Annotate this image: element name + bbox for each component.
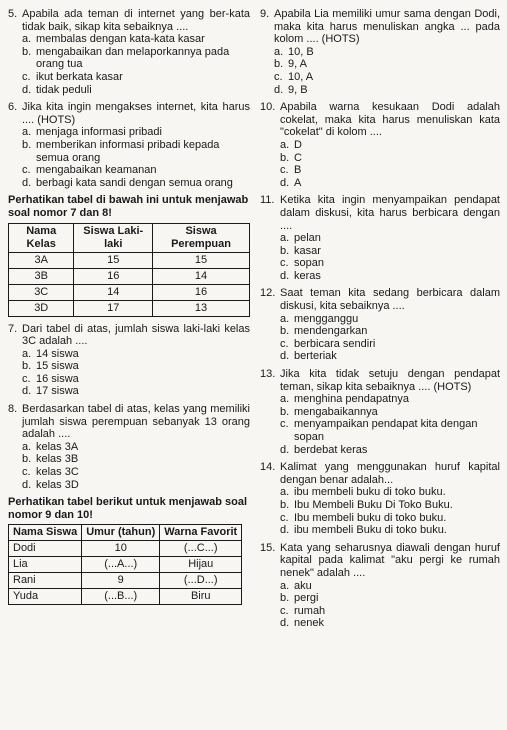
question-text: Dari tabel di atas, jumlah siswa laki-laki kelas 3C adalah .... [22, 322, 250, 348]
table-row: 3A 15 15 [9, 252, 250, 268]
table-header-row [9, 525, 242, 541]
option-d: d. nenek [280, 617, 324, 630]
question-text: Apabila warna kesukaan Dodi adalah cokelat, maka kita harus menuliskan kata "cokelat" di kolom .... [280, 101, 500, 139]
option-c: c. rumah [280, 604, 326, 617]
option-b: b. Ibu Membeli Buku Di Toko Buku. [280, 498, 453, 511]
question-6 [8, 101, 250, 189]
option-b: b. kelas 3B [22, 453, 79, 466]
option-b: b. memberikan informasi pribadi kepada semua orang [22, 138, 220, 164]
table-header: Nama Kelas [9, 223, 74, 252]
option-d: d. A [280, 176, 302, 189]
option-b: b. mendengarkan [280, 325, 368, 338]
question-number: 7. [8, 322, 18, 335]
option-d: d. ibu membeli Buku di toko buku. [280, 524, 447, 537]
option-b: b. pergi [280, 592, 319, 605]
table-row: Dodi 10 (...C...) [9, 541, 242, 557]
option-a: a. membalas dengan kata-kata kasar [22, 33, 205, 46]
question-text: Jika kita tidak setuju dengan pendapat teman, sikap kita sebaiknya .... (HOTS) [280, 368, 500, 393]
option-d: d. tidak peduli [22, 83, 92, 96]
question-12 [260, 287, 500, 363]
option-d: d. berbagi kata sandi dengan semua orang [22, 176, 233, 189]
option-c: c. 16 siswa [22, 372, 79, 385]
question-8 [8, 403, 250, 491]
table-header: Warna Favorit [160, 525, 242, 541]
table-row: 3C 14 16 [9, 284, 250, 300]
option-c: c. berbicara sendiri [280, 337, 376, 350]
option-a: a. mengganggu [280, 312, 359, 325]
option-a: a. menghina pendapatnya [280, 393, 409, 406]
question-7 [8, 323, 250, 399]
option-a: a. pelan [280, 232, 321, 245]
question-number: 6. [8, 101, 18, 114]
table-row: Rani 9 (...D...) [9, 573, 242, 589]
option-d: d. 17 siswa [22, 385, 79, 398]
question-number: 14. [260, 461, 276, 474]
question-text: Apabila ada teman di internet yang ber-kata tidak baik, sikap kita sebaiknya .... [22, 8, 250, 33]
table-header-row [9, 223, 250, 252]
option-b: b. 15 siswa [22, 360, 79, 373]
option-c: c. 10, A [274, 70, 314, 83]
question-text: Saat teman kita sedang berbicara dalam diskusi, kita sebaiknya .... [280, 287, 500, 313]
option-a: a. menjaga informasi pribadi [22, 126, 162, 139]
table-row: Lia (...A...) Hijau [9, 557, 242, 573]
option-d: d. kelas 3D [22, 478, 79, 491]
student-age-color-table [8, 524, 242, 605]
option-b: b. C [280, 151, 302, 164]
option-a: a. kelas 3A [22, 440, 79, 453]
option-d: d. berteriak [280, 350, 337, 363]
table-row: 3D 17 13 [9, 300, 250, 316]
instruction-table-1: Perhatikan tabel di bawah ini untuk menjawab soal nomor 7 dan 8! [8, 194, 249, 219]
table-header: Nama Siswa [9, 525, 82, 541]
question-number: 10. [260, 101, 276, 114]
table-header: Siswa Laki-laki [74, 223, 153, 252]
option-c: c. ikut berkata kasar [22, 70, 123, 83]
option-d: d. keras [280, 269, 321, 282]
option-c: c. sopan [280, 257, 324, 270]
option-a: a. 14 siswa [22, 347, 79, 360]
question-text: Kata yang seharusnya diawali dengan huruf kapital pada kalimat "aku pergi ke rumah nenek" adalah .... [280, 541, 500, 579]
option-b: b. mengabaikannya [280, 405, 378, 418]
option-c: c. kelas 3C [22, 466, 79, 479]
class-students-table [8, 223, 250, 317]
question-15 [260, 542, 500, 630]
question-number: 11. [260, 194, 275, 207]
question-number: 5. [8, 8, 18, 20]
option-a: a. D [280, 138, 302, 151]
question-text: Apabila Lia memiliki umur sama dengan Dodi, maka kita harus menuliskan angka ... pada kolom .... (HOTS) [274, 8, 500, 46]
option-b: b. kasar [280, 244, 321, 257]
question-text: Jika kita ingin mengakses internet, kita harus .... (HOTS) [22, 101, 250, 126]
option-d: d. 9, B [274, 83, 308, 96]
right-column [260, 8, 500, 635]
option-b: b. mengabaikan dan melaporkannya pada orang tua [22, 45, 230, 71]
instruction-table-2: Perhatikan tabel berikut untuk menjawab soal nomor 9 dan 10! [8, 496, 248, 521]
option-c: c. menyampaikan pendapat kita dengan sopan [280, 418, 478, 443]
question-13 [260, 368, 500, 456]
table-row: Yuda (...B...) Biru [9, 589, 242, 605]
left-column [8, 8, 250, 611]
option-b: b. 9, A [274, 58, 307, 71]
question-11 [260, 194, 500, 282]
question-number: 8. [8, 403, 18, 416]
question-number: 9. [260, 8, 270, 20]
option-d: d. berdebat keras [280, 443, 368, 456]
option-a: a. 10, B [274, 45, 314, 58]
question-9 [260, 8, 500, 96]
question-5 [8, 8, 250, 96]
question-text: Berdasarkan tabel di atas, kelas yang memiliki jumlah siswa perempuan sebanyak 13 orang adalah .... [22, 403, 250, 441]
question-text: Kalimat yang menggunakan huruf kapital dengan benar adalah... [280, 461, 500, 486]
option-c: c. Ibu membeli buku di toko buku. [280, 511, 447, 524]
option-a: a. aku [280, 579, 312, 592]
table-row: 3B 16 14 [9, 268, 250, 284]
question-number: 12. [260, 287, 276, 300]
question-14 [260, 461, 500, 537]
option-a: a. ibu membeli buku di toko buku. [280, 486, 446, 499]
question-number: 15. [260, 541, 276, 554]
question-number: 13. [260, 368, 276, 381]
question-10 [260, 101, 500, 189]
question-text: Ketika kita ingin menyampaikan pendapat dalam diskusi, kita harus berbicara dengan .... [280, 194, 500, 232]
option-c: c. mengabaikan keamanan [22, 164, 157, 177]
option-c: c. B [280, 164, 302, 177]
table-header: Umur (tahun) [82, 525, 160, 541]
table-header: Siswa Perempuan [153, 223, 250, 252]
